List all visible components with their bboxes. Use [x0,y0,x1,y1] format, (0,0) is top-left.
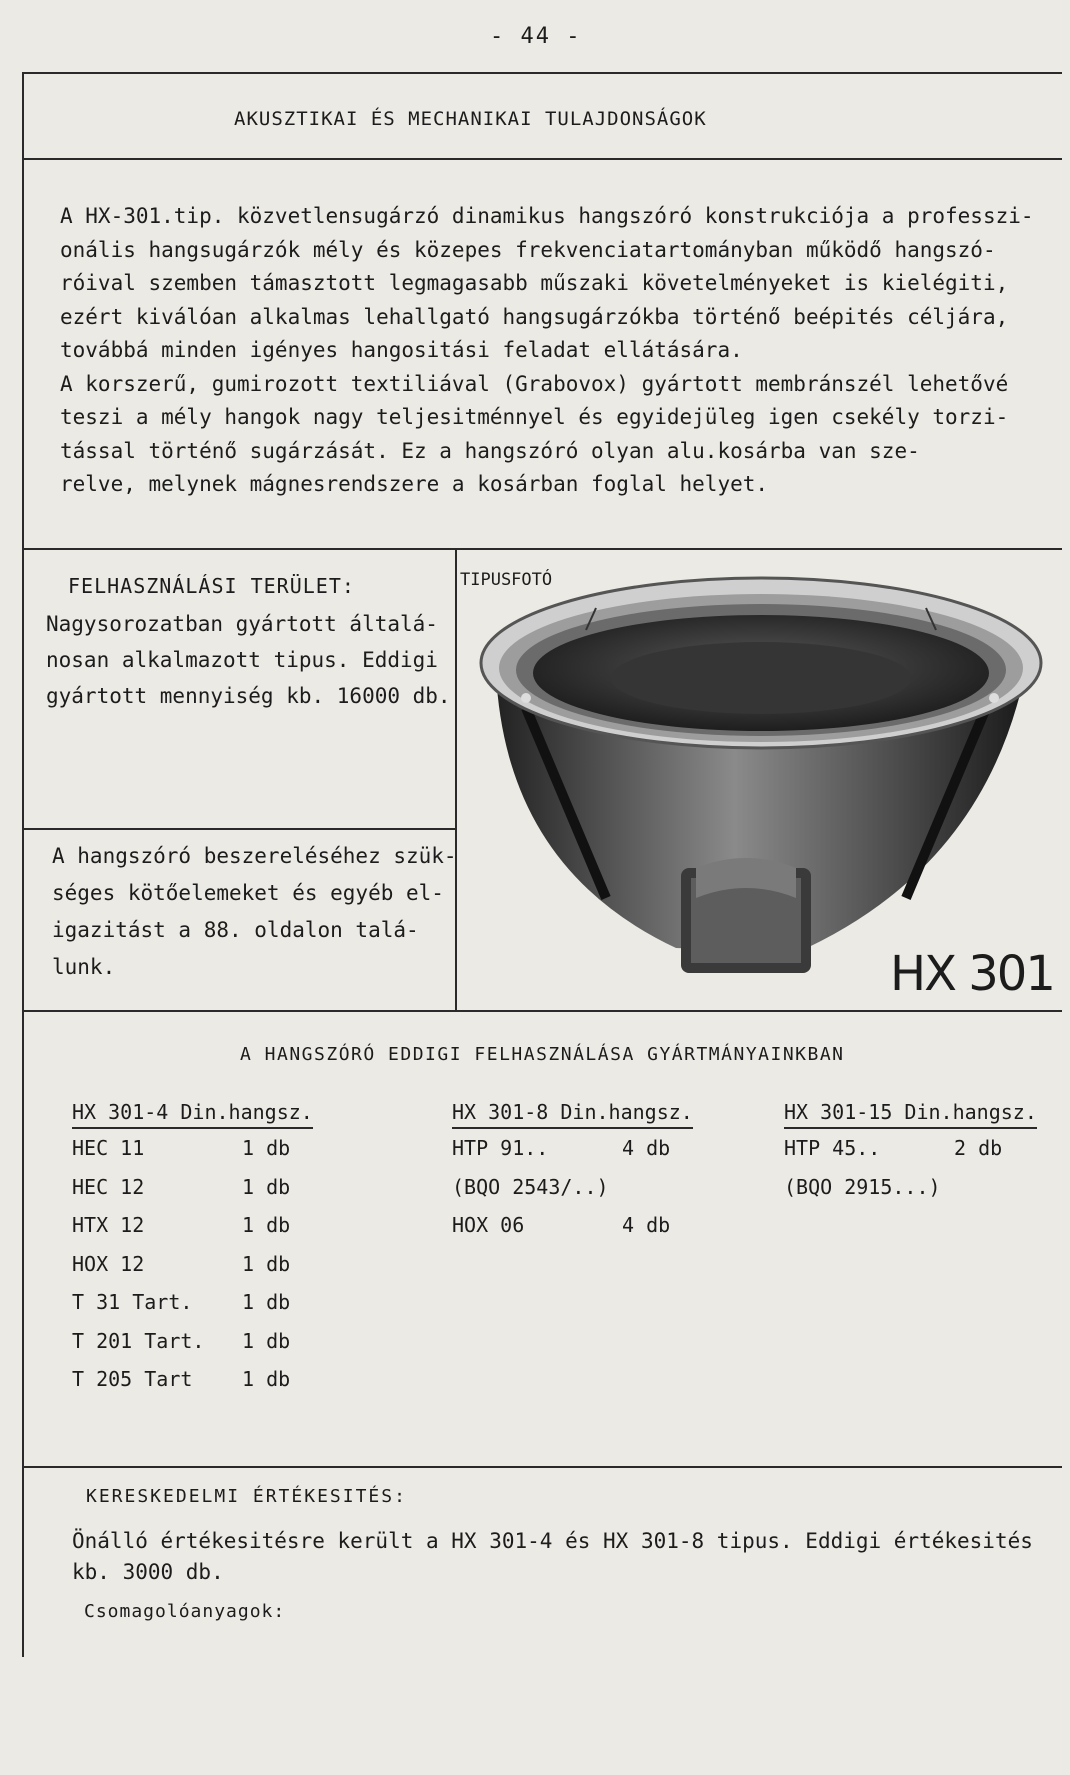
usage-text [46,606,451,714]
section-title: AKUSZTIKAI ÉS MECHANIKAI TULAJDONSÁGOK [234,108,707,130]
product-qty: 1 db [242,1367,291,1392]
column-header: HX 301-4 Din.hangsz. [72,1100,313,1129]
product-name: HEC 11 [72,1136,145,1161]
product-qty: 1 db [242,1174,291,1199]
product-qty: 2 db [954,1136,1003,1161]
product-qty: 4 db [622,1136,671,1161]
description-line: teszi a mély hangok nagy teljesitménnyel és egyidejüleg igen csekély torzi- [60,405,1009,429]
product-qty: 1 db [242,1290,291,1315]
model-label: HX 301 [890,946,1054,1002]
sales-text: Önálló értékesitésre került a HX 301-4 és HX 301-8 tipus. Eddigi értékesités kb. 3000 db. [72,1529,1033,1584]
mounting-text [52,838,457,986]
table-row [452,1129,693,1168]
sales-divider [22,1466,1062,1468]
table-row [72,1129,313,1168]
description-line: A korszerű, gumirozott textiliával (Grabovox) gyártott membránszél lehetővé [60,371,1009,396]
column-header: HX 301-8 Din.hangsz. [452,1100,693,1129]
usage-line: nosan alkalmazott tipus. Eddigi [46,648,438,672]
description-line: továbbá minden igényes hangositási feladat ellátására. [60,338,743,362]
frame-top-line [22,72,1062,74]
product-name: T 31 Tart. [72,1290,193,1315]
page-number: - 44 - [490,24,582,49]
product-name: HOX 12 [72,1251,145,1276]
product-name: HEC 12 [72,1174,145,1199]
usage-column-hx301-15 [784,1100,1037,1206]
usage-column-hx301-8 [452,1100,693,1245]
mounting-line: séges kötőelemeket és egyéb el- [52,881,444,905]
description-line: relve, melynek mágnesrendszere a kosárban foglal helyet. [60,472,769,496]
title-divider [22,158,1062,160]
mounting-line: igazitást a 88. oldalon talá- [52,918,419,942]
description-line: róival szemben támasztott legmagasabb műszaki követelményeket is kielégiti, [60,271,1009,295]
table-row [452,1206,693,1245]
usage-line: Nagysorozatban gyártott általá- [46,612,438,636]
product-qty: 1 db [242,1328,291,1353]
usage-box-divider [22,828,455,830]
table-row [72,1283,313,1322]
product-name: (BQO 2915...) [784,1174,941,1199]
description-line: ezért kiválóan alkalmas lehallgató hangsugárzókba történő beépités céljára, [60,304,1009,329]
description-divider [22,548,1062,550]
mounting-line: lunk. [52,955,116,979]
usage-title: FELHASZNÁLÁSI TERÜLET: [68,574,355,598]
table-row [72,1168,313,1207]
description-line: tással történő sugárzását. Ez a hangszóró olyan alu.kosárba van sze- [60,438,920,463]
table-row [784,1129,1037,1168]
product-qty: 1 db [242,1251,291,1276]
table-row [452,1168,693,1207]
table-row [72,1206,313,1245]
product-qty: 1 db [242,1213,291,1238]
product-name: HTP 91.. [452,1136,549,1161]
product-qty: 1 db [242,1136,291,1161]
usage-line: gyártott mennyiség kb. 16000 db. [46,684,451,708]
table-row [72,1245,313,1284]
info-section-divider [22,1010,1062,1012]
mounting-line: A hangszóró beszereléséhez szük- [52,844,457,868]
product-name: T 201 Tart. [72,1328,205,1353]
packaging-label: Csomagolóanyagok: [84,1601,286,1622]
type-photo-label: TIPUSFOTÓ [460,570,553,590]
table-row [72,1360,313,1399]
speaker-photo [466,568,1046,998]
frame-left-line [22,72,24,1657]
table-row [784,1168,1037,1207]
product-name: HTX 12 [72,1213,145,1238]
table-row [72,1322,313,1361]
product-name: HOX 06 [452,1213,525,1238]
description-line: onális hangsugárzók mély és közepes frekvenciatartományban működő hangszó- [60,237,996,262]
product-name: T 205 Tart [72,1367,193,1392]
product-usage-title: A HANGSZÓRÓ EDDIGI FELHASZNÁLÁSA GYÁRTMÁNYAINKBAN [240,1044,845,1065]
product-name: HTP 45.. [784,1136,881,1161]
description-line: A HX-301.tip. közvetlensugárzó dinamikus hangszóró konstrukciója a professzi- [60,204,1034,228]
product-qty: 4 db [622,1213,671,1238]
product-name: (BQO 2543/..) [452,1174,609,1199]
usage-column-hx301-4 [72,1100,313,1399]
sales-title: KERESKEDELMI ÉRTÉKESITÉS: [86,1486,407,1507]
column-header: HX 301-15 Din.hangsz. [784,1100,1037,1129]
description-paragraph [60,200,1045,502]
